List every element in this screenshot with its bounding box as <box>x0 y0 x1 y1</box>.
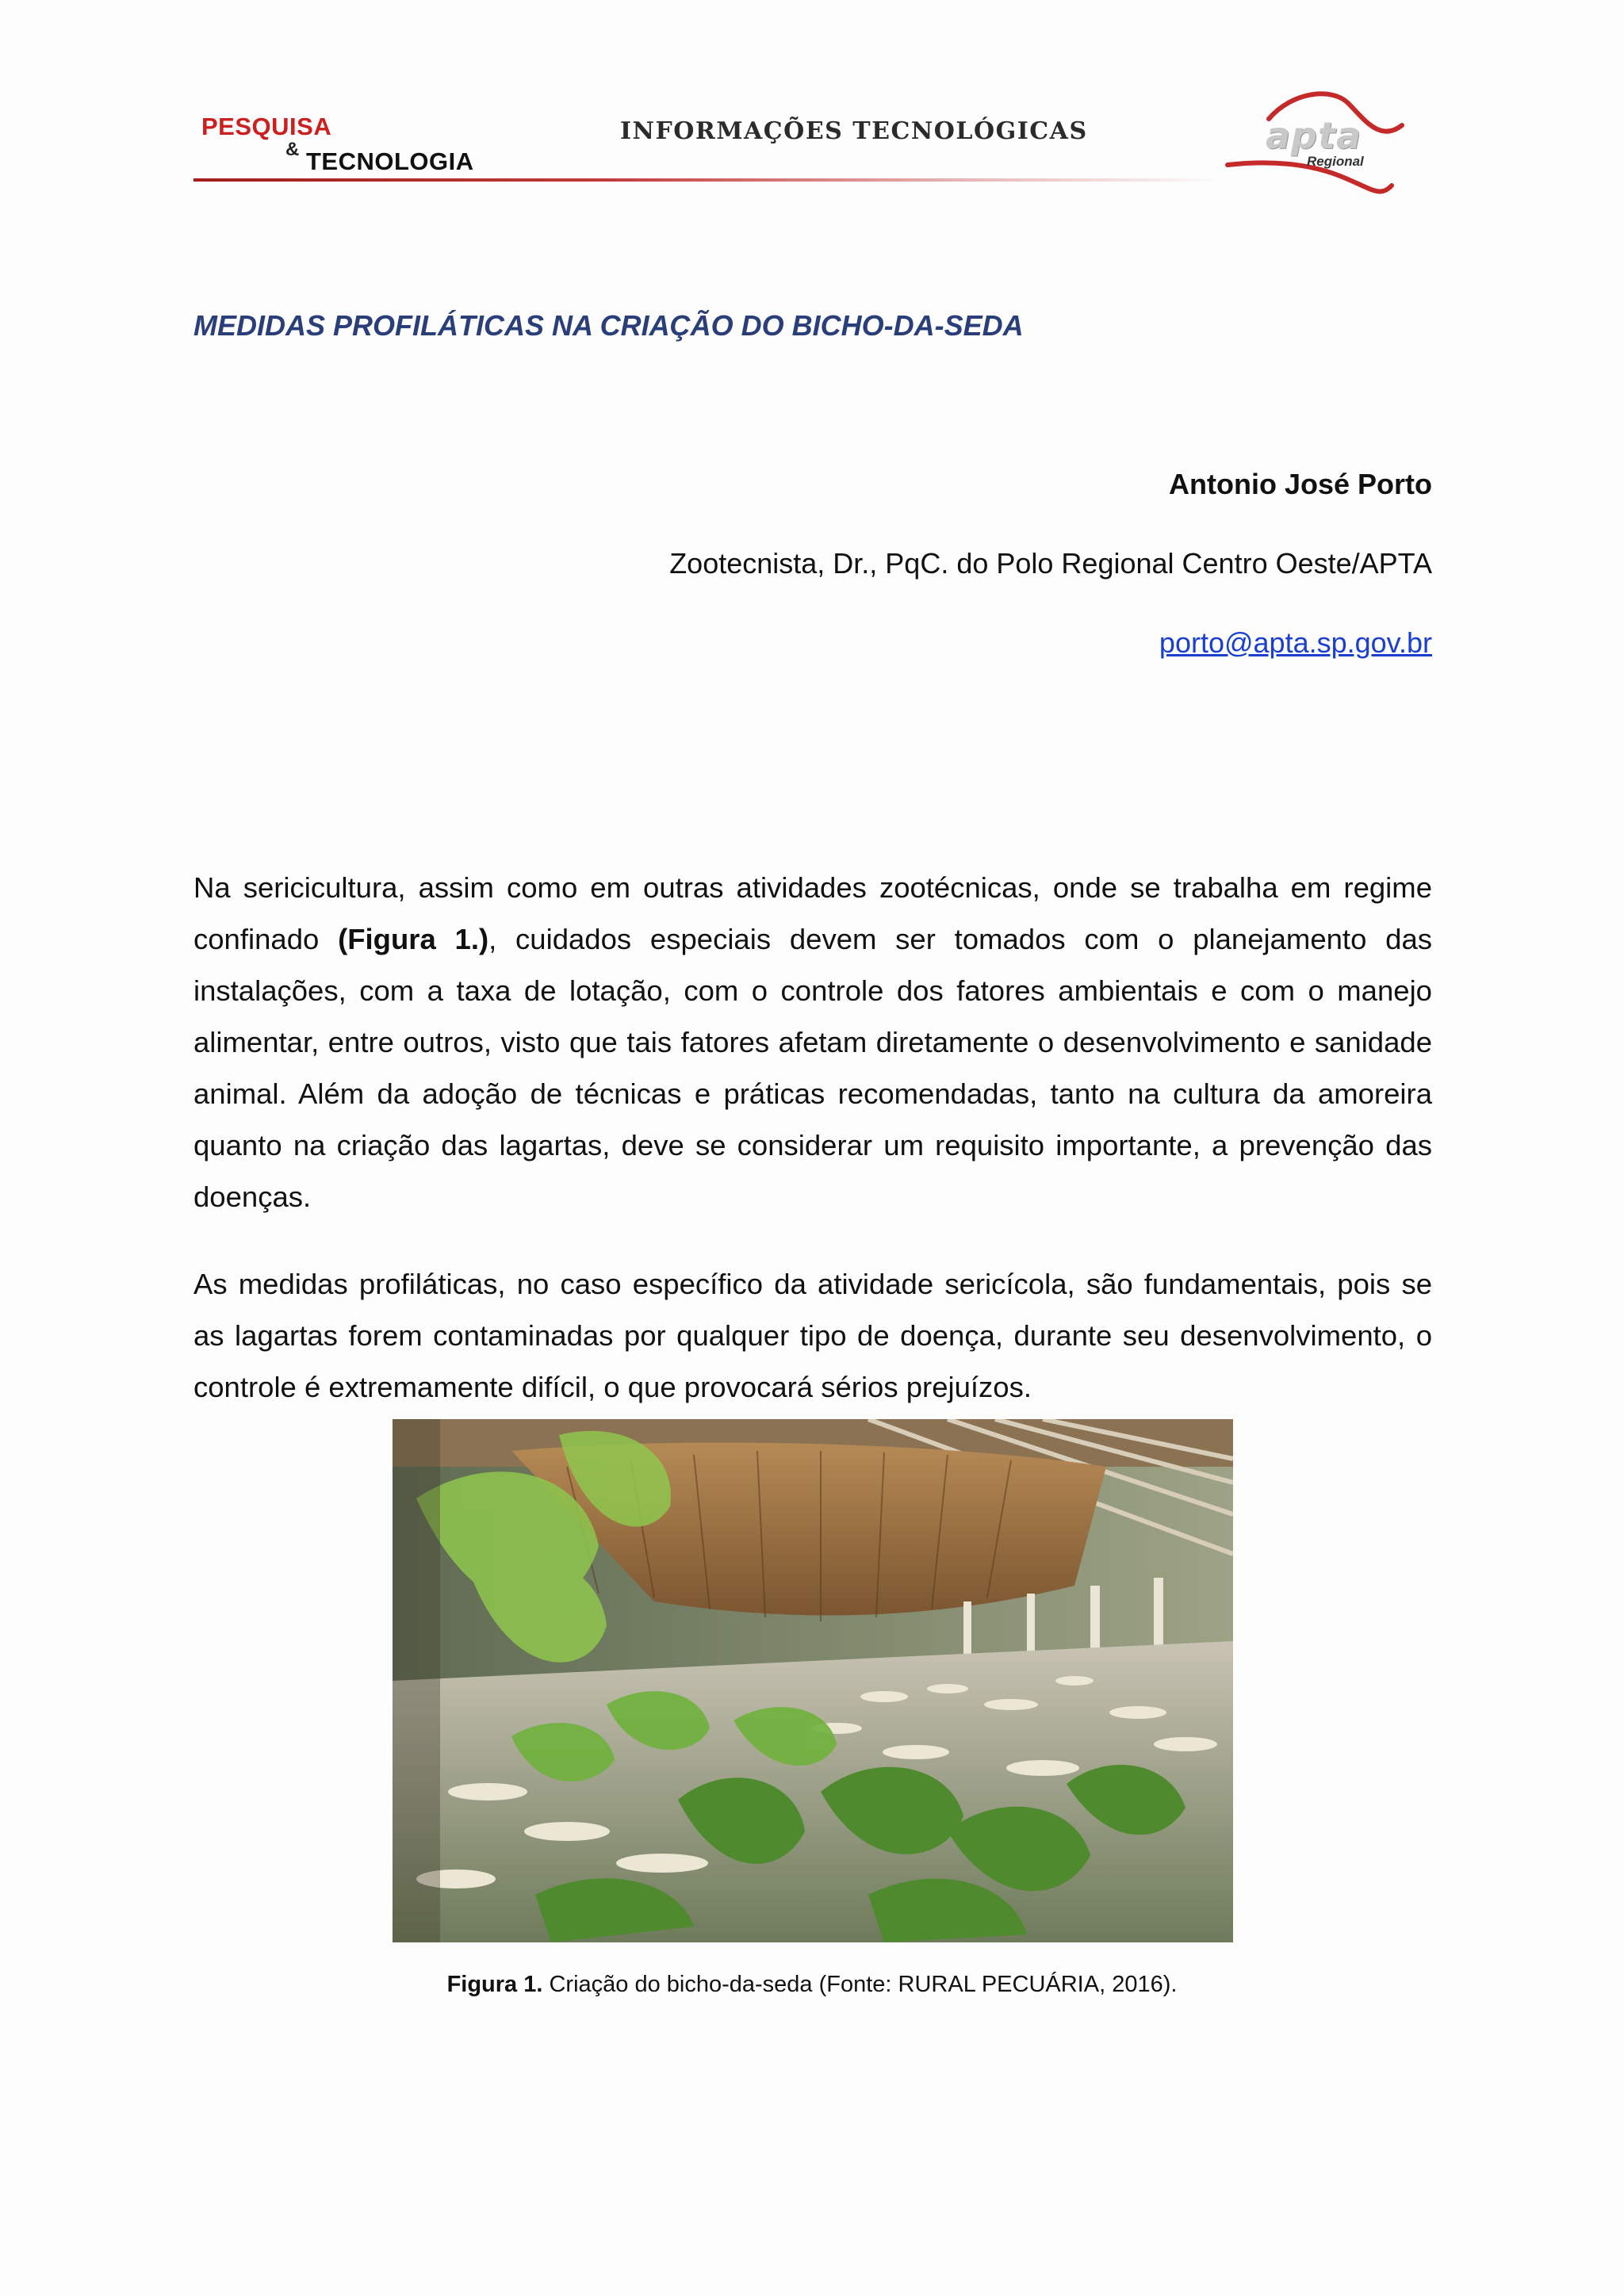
figure-1-caption <box>0 1972 1624 1998</box>
apta-regional-logo <box>1221 87 1411 206</box>
caption-text: Criação do bicho-da-seda (Fonte: RURAL PECUÁRIA, 2016). <box>542 1972 1178 1997</box>
body-paragraph-2: As medidas profiláticas, no caso específico da atividade sericícola, são fundamentais, pois se as lagartas forem contaminadas por qualquer tipo de doença, durante seu desenvolvimento, o controle é extremamente difícil, o que provocará sérios prejuízos. <box>193 1268 1432 1403</box>
logo-ampersand: & <box>285 139 300 160</box>
caption-label: Figura 1. <box>446 1972 543 1997</box>
author-email-link[interactable]: porto@apta.sp.gov.br <box>1159 626 1432 659</box>
pesquisa-tecnologia-logo <box>201 113 487 176</box>
figure-1-photo <box>393 1419 1233 1942</box>
para1-text-a: Na sericicultura, assim como em outras atividades zootécnicas, onde se trabalha em regime confinado <box>193 871 1432 955</box>
author-name: Antonio José Porto <box>1169 468 1432 500</box>
apta-logo-subtext: Regional <box>1307 154 1364 169</box>
apta-logo-text: apta <box>1266 114 1362 157</box>
author-affiliation: Zootecnista, Dr., PqC. do Polo Regional Centro Oeste/APTA <box>669 547 1432 580</box>
header-divider <box>193 178 1224 182</box>
logo-tecnologia-text: TECNOLOGIA <box>306 147 474 175</box>
silkworm-rearing-image <box>393 1419 1233 1942</box>
header-section-title: INFORMAÇÕES TECNOLÓGICAS <box>620 117 1088 145</box>
logo-pesquisa-text: PESQUISA <box>201 113 332 140</box>
para1-text-b: , cuidados especiais devem ser tomados com o planejamento das instalações, com a taxa de lotação, com o controle dos fatores ambientais e com o manejo alimentar, entre outros, visto que tais fatores afetam diretamente o desenvolvimento e sanidade animal. Além da adoção de técnicas e práticas recomendadas, tanto na cultura da amoreira quanto na criação das lagartas, deve se considerar um requisito importante, a prevenção das doenças. <box>193 923 1432 1213</box>
figure-reference: (Figura 1.) <box>338 923 489 955</box>
body-paragraph-1 <box>193 862 1432 1223</box>
article-title: MEDIDAS PROFILÁTICAS NA CRIAÇÃO DO BICHO-DA-SEDA <box>193 309 1024 342</box>
